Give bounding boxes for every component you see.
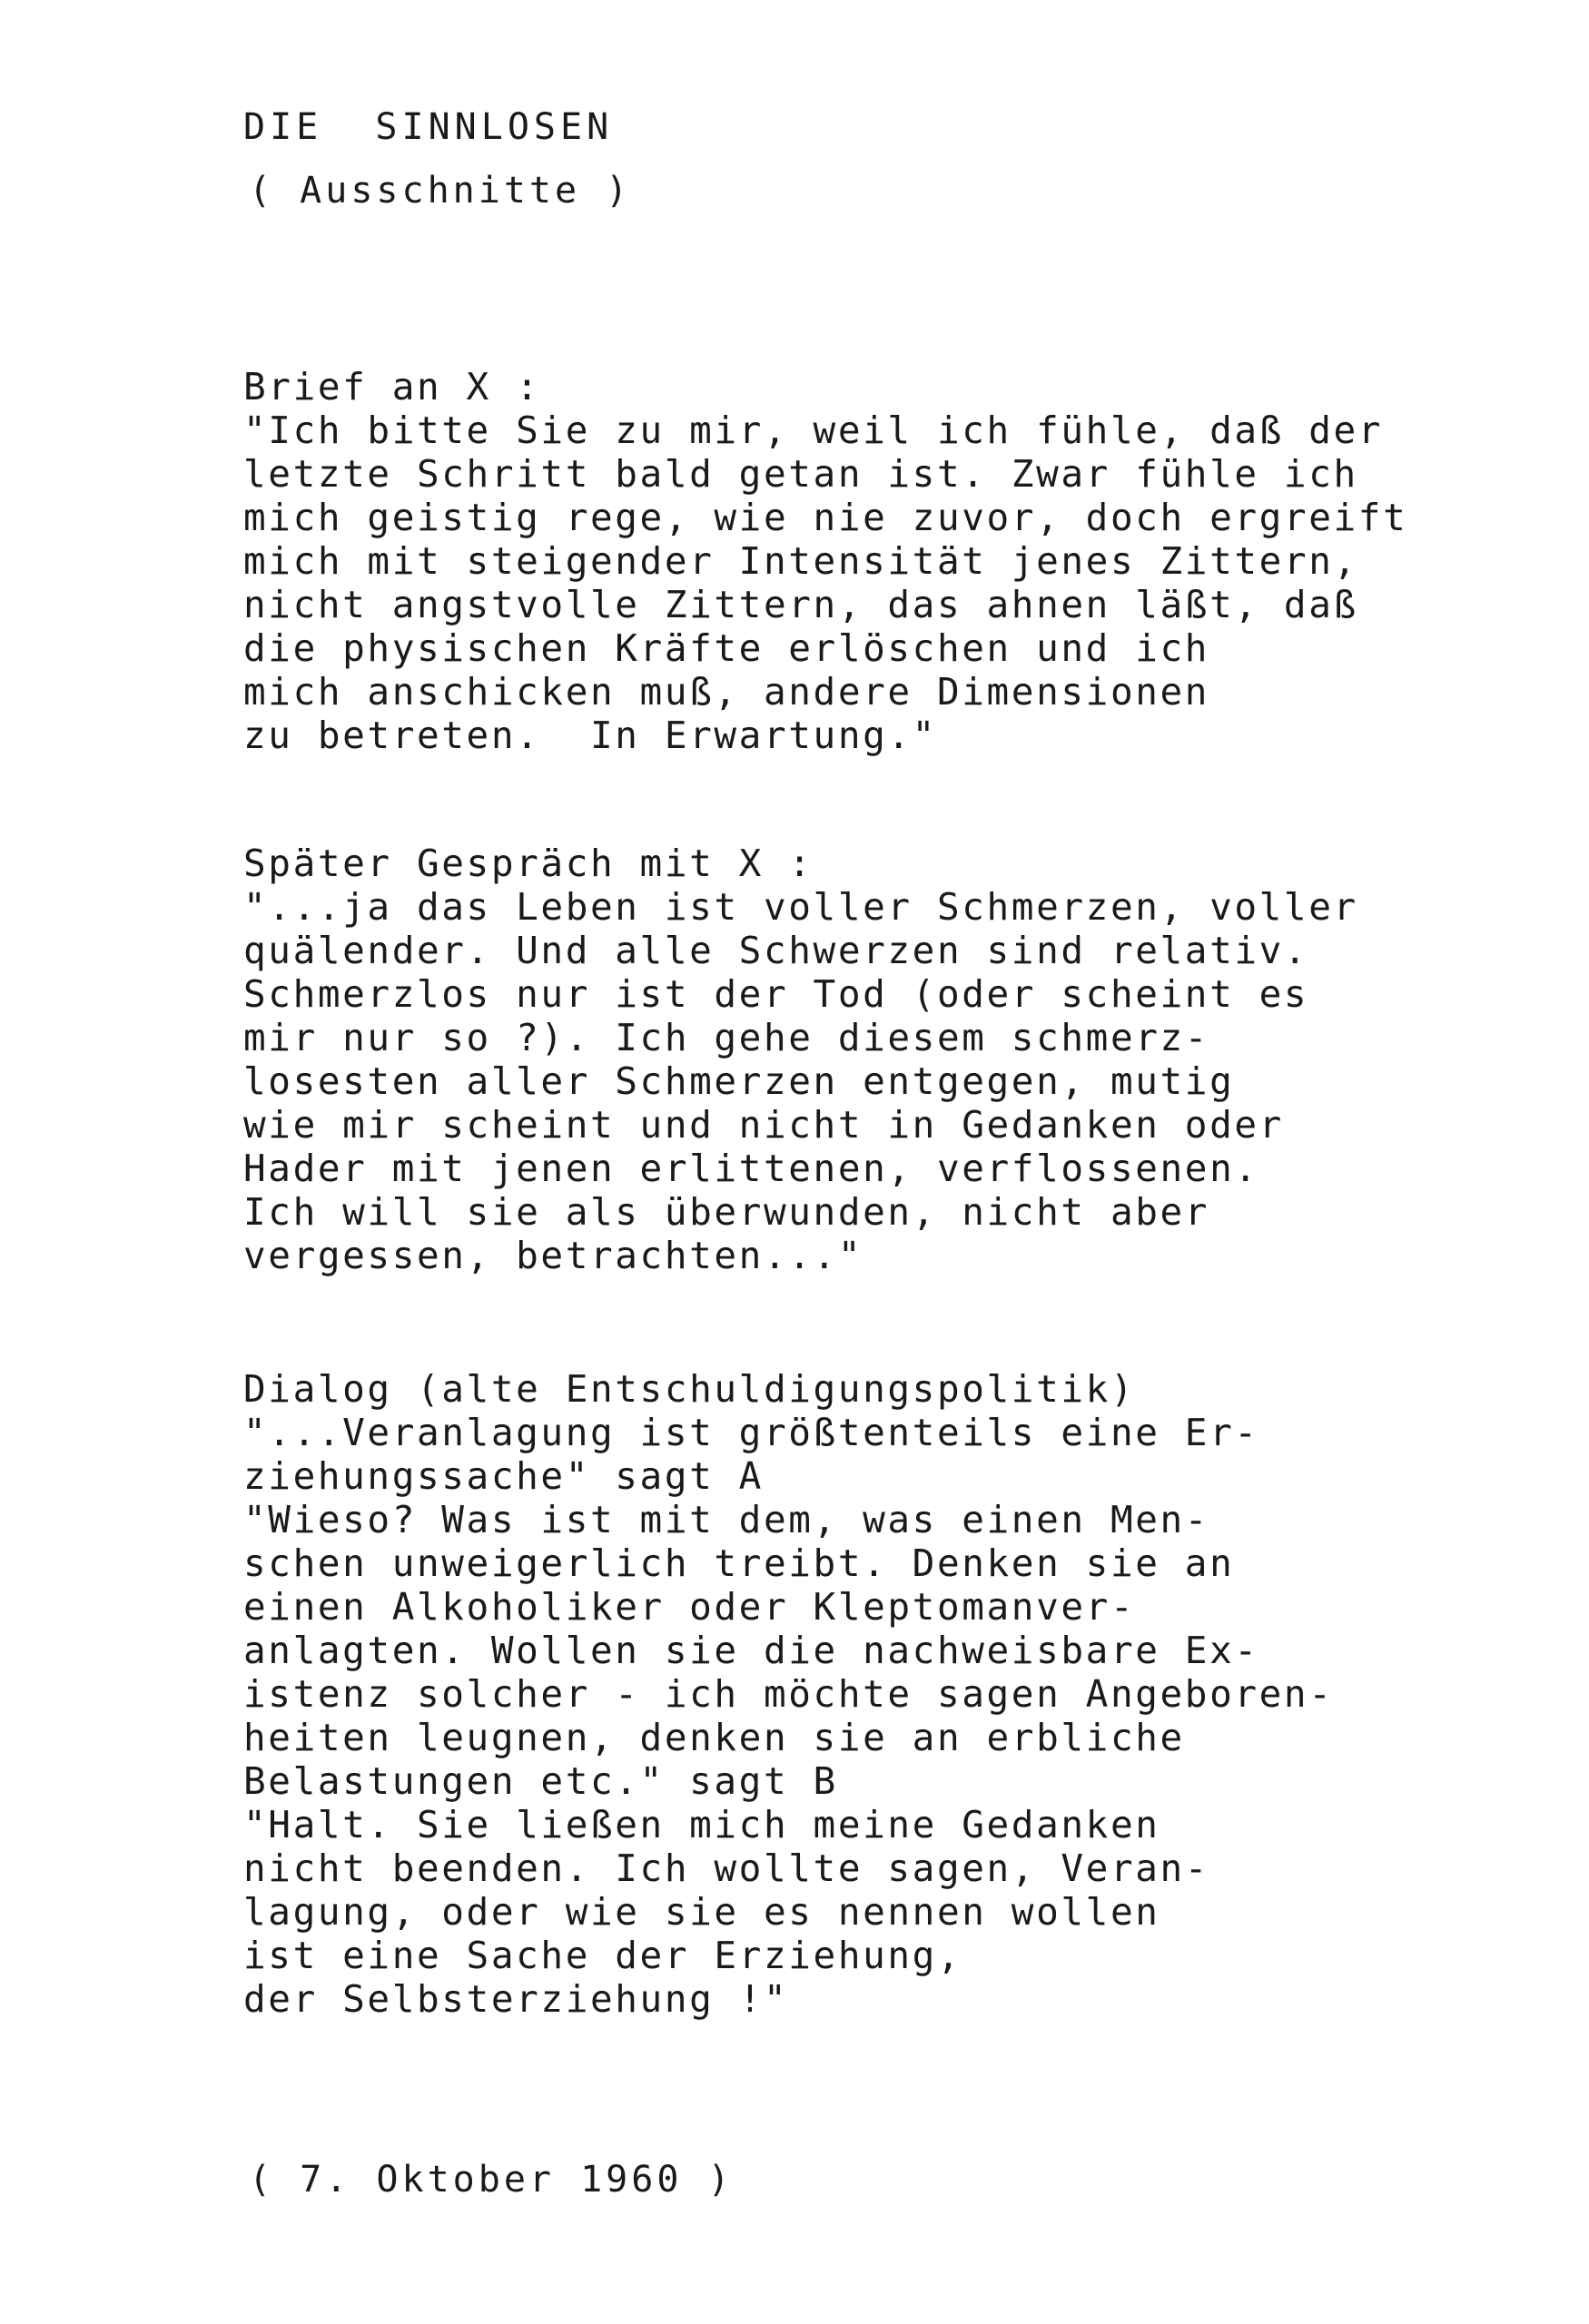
text-line: Ich will sie als überwunden, nicht aber bbox=[243, 1190, 1210, 1234]
text-line: "...Veranlagung ist größtenteils eine Er- bbox=[243, 1411, 1259, 1454]
text-line: quälender. Und alle Schwerzen sind relativ. bbox=[243, 929, 1309, 972]
text-line: vergessen, betrachten..." bbox=[243, 1234, 864, 1277]
text-line: heiten leugnen, denken sie an erbliche bbox=[243, 1716, 1185, 1759]
section-dialog bbox=[243, 1367, 1334, 2021]
page-title: DIE SINNLOSEN bbox=[243, 106, 614, 148]
text-line: Belastungen etc." sagt B bbox=[243, 1759, 838, 1803]
text-line: "Ich bitte Sie zu mir, weil ich fühle, daß der bbox=[243, 409, 1384, 452]
text-line: ist eine Sache der Erziehung, bbox=[243, 1934, 962, 1977]
text-line: einen Alkoholiker oder Kleptomanver- bbox=[243, 1585, 1136, 1629]
page-subtitle: ( Ausschnitte ) bbox=[249, 170, 632, 212]
text-line: istenz solcher - ich möchte sagen Angeboren- bbox=[243, 1672, 1334, 1716]
section-heading: Später Gespräch mit X : bbox=[243, 842, 814, 885]
text-line: Hader mit jenen erlittenen, verflossenen. bbox=[243, 1147, 1259, 1190]
text-line: schen unweigerlich treibt. Denken sie an bbox=[243, 1541, 1235, 1585]
text-line: lagung, oder wie sie es nennen wollen bbox=[243, 1890, 1160, 1934]
section-brief bbox=[243, 365, 1407, 757]
document-date: ( 7. Oktober 1960 ) bbox=[249, 2159, 734, 2201]
text-line: die physischen Kräfte erlöschen und ich bbox=[243, 626, 1210, 670]
text-line: der Selbsterziehung !" bbox=[243, 1977, 789, 2021]
text-line: mich geistig rege, wie nie zuvor, doch ergreift bbox=[243, 496, 1408, 539]
text-line: zu betreten. In Erwartung." bbox=[243, 714, 937, 757]
section-heading: Brief an X : bbox=[243, 365, 541, 409]
text-line: nicht beenden. Ich wollte sagen, Veran- bbox=[243, 1846, 1210, 1890]
text-line: Schmerzlos nur ist der Tod (oder scheint es bbox=[243, 972, 1309, 1016]
text-line: "Halt. Sie ließen mich meine Gedanken bbox=[243, 1803, 1160, 1846]
text-line: "...ja das Leben ist voller Schmerzen, voller bbox=[243, 885, 1358, 929]
text-line: "Wieso? Was ist mit dem, was einen Men- bbox=[243, 1498, 1210, 1541]
section-heading: Dialog (alte Entschuldigungspolitik) bbox=[243, 1367, 1136, 1411]
text-line: mich anschicken muß, andere Dimensionen bbox=[243, 670, 1210, 714]
text-line: nicht angstvolle Zittern, das ahnen läßt, daß bbox=[243, 583, 1358, 626]
text-line: ziehungssache" sagt A bbox=[243, 1454, 764, 1498]
text-line: mich mit steigender Intensität jenes Zittern, bbox=[243, 539, 1358, 583]
section-gespraech bbox=[243, 842, 1358, 1277]
text-line: letzte Schritt bald getan ist. Zwar fühle ich bbox=[243, 452, 1358, 496]
text-line: mir nur so ?). Ich gehe diesem schmerz- bbox=[243, 1016, 1210, 1059]
text-line: losesten aller Schmerzen entgegen, mutig bbox=[243, 1059, 1235, 1103]
text-line: anlagten. Wollen sie die nachweisbare Ex- bbox=[243, 1629, 1259, 1672]
text-line: wie mir scheint und nicht in Gedanken oder bbox=[243, 1103, 1284, 1147]
